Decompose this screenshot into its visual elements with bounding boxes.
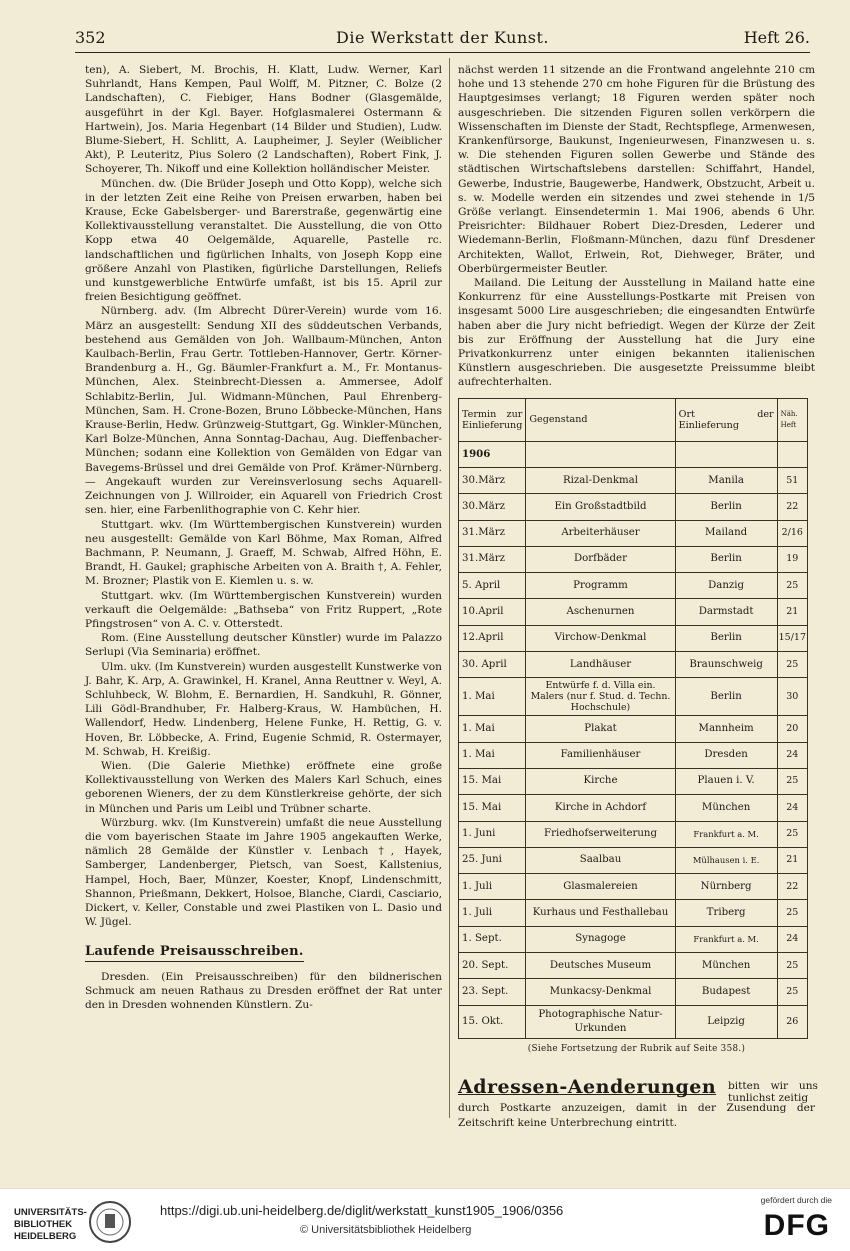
date-cell: 5. April bbox=[459, 573, 526, 599]
heft-cell: 25 bbox=[777, 979, 807, 1005]
heft-cell: 51 bbox=[777, 467, 807, 493]
heft-cell: 25 bbox=[777, 900, 807, 926]
table-body bbox=[459, 441, 808, 1038]
subject-cell: Entwürfe f. d. Villa ein. Malers (nur f. Stud. d. Techn. Hochschule) bbox=[526, 678, 675, 716]
table-row bbox=[459, 795, 808, 821]
subject-cell: Arbeiterhäuser bbox=[526, 520, 675, 546]
subject-cell: Synagoge bbox=[526, 926, 675, 952]
place-cell: Berlin bbox=[675, 625, 777, 651]
table-row bbox=[459, 874, 808, 900]
university-seal-icon bbox=[88, 1200, 132, 1244]
date-cell: 30.März bbox=[459, 467, 526, 493]
heft-cell: 25 bbox=[777, 652, 807, 678]
address-text: durch Postkarte anzuzeigen, damit in der Zusendung der Zeitschrift keine Unterbrechung eintritt. bbox=[458, 1102, 815, 1129]
table-row bbox=[459, 926, 808, 952]
heft-cell: 24 bbox=[777, 795, 807, 821]
empty-cell bbox=[777, 441, 807, 467]
address-side-text: bitten wir uns tunlichst zeitig bbox=[728, 1080, 818, 1105]
permalink-url[interactable]: https://digi.ub.uni-heidelberg.de/diglit/werkstatt_kunst1905_1906/0356 bbox=[160, 1203, 564, 1218]
paragraph: Ulm. ukv. (Im Kunstverein) wurden ausgestellt Kunstwerke von J. Bahr, K. Arp, A. Grawinkel, H. Kranel, Anna Reuttner v. Weyl, A. Schluhbeck, W. Blohm, E. Bernardien, H. Sandkuhl, R. Gönner, Lili Gödl-Brandhuber, Fr. Halberg-Kraus, W. Hambüchen, H. Wallendorf, Hedw. Lindenberg, Helene Funke, H. Rettig, G. v. Hoven, Br. Löbbecke, A. Frind, Eugenie Schmid, R. Ostermayer, M. Schwab, H. Kreißig. bbox=[85, 660, 442, 758]
paragraph: Würzburg. wkv. (Im Kunstverein) umfaßt die neue Ausstellung die vom bayerischen Staate im Jahre 1905 angekauften Werke, nämlich 28 Gemälde der Künstler v. Lenbach †, Hayek, Samberger, Landenberger, Pietsch, van Soest, Kallstenius, Hampel, Hoch, Baer, Münzer, Koester, Knopf, Lindenschmitt, Shannon, Prießmann, Dekkert, Holsoe, Blanche, Ciardi, Casciario, Dickert, v. Keller, Constable und zwei Plastiken von L. Dasio und W. Jügel. bbox=[85, 816, 442, 929]
subject-cell: Rizal-Denkmal bbox=[526, 467, 675, 493]
table-row bbox=[459, 573, 808, 599]
place-cell: Darmstadt bbox=[675, 599, 777, 625]
subject-cell: Kirche in Achdorf bbox=[526, 795, 675, 821]
heft-cell: 25 bbox=[777, 768, 807, 794]
place-cell: Mannheim bbox=[675, 716, 777, 742]
heft-cell: 22 bbox=[777, 874, 807, 900]
table-row bbox=[459, 716, 808, 742]
table-row bbox=[459, 900, 808, 926]
table-row bbox=[459, 768, 808, 794]
date-cell: 1. Juli bbox=[459, 900, 526, 926]
column-header-place: Ort der Einlieferung bbox=[675, 398, 777, 441]
table-row bbox=[459, 1005, 808, 1038]
empty-cell bbox=[526, 441, 675, 467]
viewer-footer bbox=[0, 1188, 850, 1251]
column-divider bbox=[449, 58, 450, 1118]
subject-cell: Photographische Natur-Urkunden bbox=[526, 1005, 675, 1038]
place-cell: Braunschweig bbox=[675, 652, 777, 678]
copyright: © Universitätsbibliothek Heidelberg bbox=[300, 1224, 472, 1236]
place-cell: Manila bbox=[675, 467, 777, 493]
paragraph: München. dw. (Die Brüder Joseph und Otto Kopp), welche sich in der letzten Zeit eine Reihe von Preisen erwarben, haben bei Krause, Ecke Gabelsberger- und Barerstraße, gegenwärtig eine Kollektivausstellung veranstaltet. Die Ausstellung, die von Otto Kopp etwa 40 Oelgemälde, Aquarelle, Pastelle rc. landschaftlichen und figürlichen Inhalts, von Joseph Kopp eine größere Anzahl von Plastiken, figürliche Darstellungen, Reliefs und kunstgewerbliche Entwürfe umfaßt, ist bis 15. April zur freien Besichtigung geöffnet. bbox=[85, 177, 442, 304]
heft-cell: 26 bbox=[777, 1005, 807, 1038]
paragraph: Dresden. (Ein Preisausschreiben) für den bildnerischen Schmuck am neuen Rathaus zu Dresden eröffnet der Rat unter den in Dresden wohnenden Künstlern. Zu- bbox=[85, 970, 442, 1011]
subject-cell: Saalbau bbox=[526, 847, 675, 873]
address-heading: Adressen-Aenderungen bbox=[458, 1076, 717, 1099]
table-row bbox=[459, 520, 808, 546]
date-cell: 1. Mai bbox=[459, 742, 526, 768]
date-cell: 15. Mai bbox=[459, 768, 526, 794]
address-notice bbox=[458, 1076, 818, 1130]
subject-cell: Landhäuser bbox=[526, 652, 675, 678]
page-header bbox=[75, 28, 810, 50]
subject-cell: Munkacsy-Denkmal bbox=[526, 979, 675, 1005]
subject-cell: Kirche bbox=[526, 768, 675, 794]
date-cell: 15. Okt. bbox=[459, 1005, 526, 1038]
date-cell: 20. Sept. bbox=[459, 953, 526, 979]
heft-cell: 25 bbox=[777, 821, 807, 847]
place-cell: Triberg bbox=[675, 900, 777, 926]
place-cell: Dresden bbox=[675, 742, 777, 768]
place-cell: Berlin bbox=[675, 678, 777, 716]
table-note: (Siehe Fortsetzung der Rubrik auf Seite 358.) bbox=[527, 1044, 746, 1055]
table-row bbox=[459, 678, 808, 716]
date-cell: 30. April bbox=[459, 652, 526, 678]
date-cell: 31.März bbox=[459, 546, 526, 572]
place-cell: Frankfurt a. M. bbox=[675, 926, 777, 952]
paragraph: Nürnberg. adv. (Im Albrecht Dürer-Verein) wurde vom 16. März an ausgestellt: Sendung XII des süddeutschen Verbands, bestehend aus Gemälden von Joh. Wallbaum-München, Anton Kaulbach-Berlin, Frau Gertr. Tottleben-Hannover, Gertr. Körner-Brandenburg a. H., Gg. Bäumler-Frankfurt a. M., Fr. Montanus-München, Alex. Steinbrecht-Diessen a. Ammersee, Adolf Schlabitz-Berlin, Jul. Widmann-München, Paul Ehrenberg-München, Sam. H. Crone-Bozen, Bruno Löbbecke-München, Hans Krause-Berlin, Hedw. Grünzweig-Stuttgart, Gg. Winkler-München, Karl Bolze-München, Anna Sonntag-Dachau, Aug. Dieffenbacher-München; sodann eine Kollektion von Gemälden von Edgar van Bavegems-Brüssel und drei Gemälde von Prof. Krämer-Nürnberg. — Angekauft wurden zur Vereinsverlosung sechs Aquarell-Zeichnungen von J. Willroider, ein Aquarell von Friedrich Crost sen. hier, eine Farbenlithographie von C. Kehr hier. bbox=[85, 305, 442, 517]
heft-cell: 25 bbox=[777, 573, 807, 599]
place-cell: Frankfurt a. M. bbox=[675, 821, 777, 847]
heft-cell: 24 bbox=[777, 742, 807, 768]
column-header-heft: Näh. Heft bbox=[777, 398, 807, 441]
heft-cell: 20 bbox=[777, 716, 807, 742]
heft-cell: 19 bbox=[777, 546, 807, 572]
heft-cell: 21 bbox=[777, 847, 807, 873]
heft-cell: 30 bbox=[777, 678, 807, 716]
date-cell: 1. Juli bbox=[459, 874, 526, 900]
place-cell: Mülhausen i. E. bbox=[675, 847, 777, 873]
subject-cell: Friedhofserweiterung bbox=[526, 821, 675, 847]
table-row bbox=[459, 953, 808, 979]
date-cell: 12.April bbox=[459, 625, 526, 651]
paragraph: Mailand. Die Leitung der Ausstellung in Mailand hatte eine Konkurrenz für eine Ausstellungs-Postkarte mit Preisen von insgesamt 5000 Lire ausgeschrieben; die eingesandten Entwürfe haben aber die Jury nicht befriedigt. Wegen der Kürze der Zeit bis zur Eröffnung der Ausstellung hat die Jury eine Privatkonkurrenz unter einigen bekannten italienischen Künstlern ausgeschrieben. Die ausgesetzte Preissumme bleibt aufrechterhalten. bbox=[458, 277, 815, 389]
table-year-row bbox=[459, 441, 808, 467]
column-header-subject: Gegenstand bbox=[526, 398, 675, 441]
issue-number: Heft 26. bbox=[743, 28, 810, 47]
place-cell: Nürnberg bbox=[675, 874, 777, 900]
date-cell: 31.März bbox=[459, 520, 526, 546]
date-cell: 10.April bbox=[459, 599, 526, 625]
paragraph: ten), A. Siebert, M. Brochis, H. Klatt, Ludw. Werner, Karl Suhrlandt, Hans Kempen, Paul Wolff, M. Pitzner, C. Bolze (2 Landschaften), C. Fiebiger, Hans Bodner (Glasgemälde, ausgeführt in der Kgl. Bayer. Hofglasmalerei Ostermann & Hartwein), Jos. Maria Hegenbart (14 Bilder und Studien), Ludw. Blume-Siebert, H. Schlitt, A. Laupheimer, J. Seyler (Weiblicher Akt), P. Leuteritz, Pius Solero (2 Landschaften), Robert Fink, J. Schoyerer, Th. Nikoff und eine Kollektion holländischer Meister. bbox=[85, 64, 442, 176]
page-number: 352 bbox=[75, 28, 106, 47]
date-cell: 30.März bbox=[459, 494, 526, 520]
place-cell: Berlin bbox=[675, 546, 777, 572]
subject-cell: Ein Großstadtbild bbox=[526, 494, 675, 520]
date-cell: 1. Juni bbox=[459, 821, 526, 847]
date-cell: 1. Sept. bbox=[459, 926, 526, 952]
subject-cell: Aschenurnen bbox=[526, 599, 675, 625]
place-cell: München bbox=[675, 795, 777, 821]
subject-cell: Kurhaus und Festhallebau bbox=[526, 900, 675, 926]
table-row bbox=[459, 652, 808, 678]
subject-cell: Plakat bbox=[526, 716, 675, 742]
date-cell: 15. Mai bbox=[459, 795, 526, 821]
subject-cell: Programm bbox=[526, 573, 675, 599]
table-row bbox=[459, 742, 808, 768]
place-cell: Danzig bbox=[675, 573, 777, 599]
place-cell: Berlin bbox=[675, 494, 777, 520]
place-cell: Leipzig bbox=[675, 1005, 777, 1038]
table-row bbox=[459, 546, 808, 572]
heft-cell: 2/16 bbox=[777, 520, 807, 546]
table-header-row bbox=[459, 398, 808, 441]
place-cell: Budapest bbox=[675, 979, 777, 1005]
paragraph: Stuttgart. wkv. (Im Württembergischen Kunstverein) wurden verkauft die Oelgemälde: „Bathseba“ von Fritz Ruppert, „Rote Pfingstrosen“ von A. C. v. Otterstedt. bbox=[85, 589, 442, 630]
table-row bbox=[459, 821, 808, 847]
place-cell: Mailand bbox=[675, 520, 777, 546]
empty-cell bbox=[675, 441, 777, 467]
header-rule bbox=[75, 52, 810, 53]
paragraph: Stuttgart. wkv. (Im Württembergischen Kunstverein) wurden neu ausgestellt: Gemälde von Karl Böhme, Max Roman, Alfred Bachmann, P. Neumann, J. Graeff, M. Schwab, Alfred Höhn, E. Brandt, H. Gaukel; graphische Arbeiten von A. Braith †, A. Fehler, M. Brozner; Plastik von E. Kiemlen u. s. w. bbox=[85, 518, 442, 588]
heft-cell: 25 bbox=[777, 953, 807, 979]
year-cell: 1906 bbox=[459, 441, 526, 467]
place-cell: Plauen i. V. bbox=[675, 768, 777, 794]
table-row bbox=[459, 625, 808, 651]
competition-table bbox=[458, 398, 808, 1039]
left-column bbox=[85, 63, 442, 1012]
column-header-date: Termin zur Einlieferung bbox=[459, 398, 526, 441]
table-row bbox=[459, 467, 808, 493]
date-cell: 23. Sept. bbox=[459, 979, 526, 1005]
library-name: UNIVERSITÄTS- BIBLIOTHEK HEIDELBERG bbox=[14, 1207, 87, 1242]
heft-cell: 24 bbox=[777, 926, 807, 952]
dfg-logo: DFG bbox=[763, 1209, 830, 1242]
right-column bbox=[458, 63, 818, 1130]
heft-cell: 15/17 bbox=[777, 625, 807, 651]
table-row bbox=[459, 599, 808, 625]
subject-cell: Virchow-Denkmal bbox=[526, 625, 675, 651]
section-heading: Laufende Preisausschreiben. bbox=[85, 945, 304, 961]
paragraph: Wien. (Die Galerie Miethke) eröffnete eine große Kollektivausstellung von Werken des Malers Karl Schuch, eines geborenen Wieners, der zu dem Künstlerkreise gehörte, der sich in München und Paris um Leibl und Trübner scharte. bbox=[85, 759, 442, 815]
date-cell: 25. Juni bbox=[459, 847, 526, 873]
heft-cell: 21 bbox=[777, 599, 807, 625]
funding-note: gefördert durch die bbox=[760, 1195, 832, 1205]
place-cell: München bbox=[675, 953, 777, 979]
date-cell: 1. Mai bbox=[459, 716, 526, 742]
table-row bbox=[459, 494, 808, 520]
paragraph: nächst werden 11 sitzende an die Frontwand angelehnte 210 cm hohe und 13 stehende 270 cm hohe Figuren für die Brüstung des Hauptgesimses verlangt; 18 Figuren werden später noch ausgeschrieben. Die sitzenden Figuren sollen verkörpern die Wissenschaften im Dienste der Stadt, Rechtspflege, Armenwesen, Krankenfürsorge, Baukunst, Ingenieurwesen, Finanzwesen u. s. w. Die stehenden Figuren sollen Gewerbe und Stände des städtischen Wirtschaftslebens darstellen: Schiffahrt, Handel, Gewerbe, Industrie, Baugewerbe, Handwerk, Obstzucht, Arbeit u. s. w. Modelle werden ein sitzendes und zwei stehende in 1/5 Größe verlangt. Einsendetermin 1. Mai 1906, abends 6 Uhr. Preisrichter: Bildhauer Robert Diez-Dresden, Lederer und Wiedemann-Berlin, Floßmann-München, dazu fünf Dresdener Architekten, Wallot, Erlwein, Rot, Diehweger, Bräter, und Oberbürgermeister Beutler. bbox=[458, 64, 815, 275]
subject-cell: Dorfbäder bbox=[526, 546, 675, 572]
subject-cell: Glasmalereien bbox=[526, 874, 675, 900]
paragraph: Rom. (Eine Ausstellung deutscher Künstler) wurde im Palazzo Serlupi (Via Seminaria) eröffnet. bbox=[85, 632, 442, 659]
subject-cell: Deutsches Museum bbox=[526, 953, 675, 979]
date-cell: 1. Mai bbox=[459, 678, 526, 716]
subject-cell: Familienhäuser bbox=[526, 742, 675, 768]
table-row bbox=[459, 847, 808, 873]
table-row bbox=[459, 979, 808, 1005]
heft-cell: 22 bbox=[777, 494, 807, 520]
journal-title: Die Werkstatt der Kunst. bbox=[336, 28, 549, 47]
